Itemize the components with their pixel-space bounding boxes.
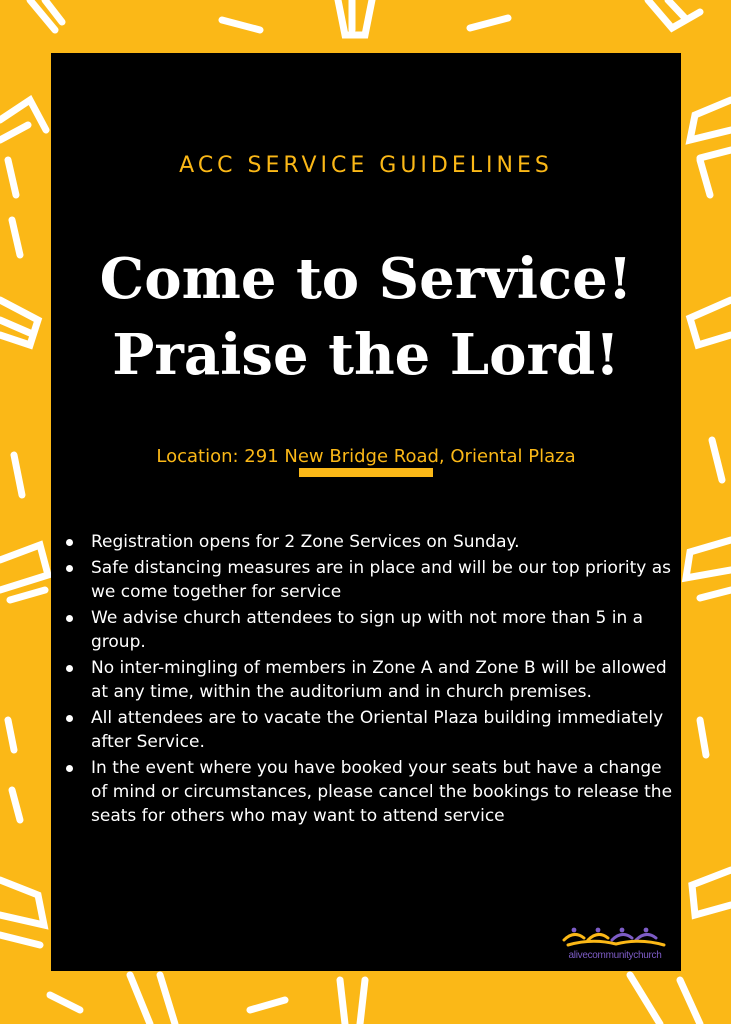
guideline-text: We advise church attendees to sign up with not more than 5 in a group. xyxy=(91,608,644,652)
chair-icon xyxy=(338,0,372,35)
guideline-text: Registration opens for 2 Zone Services on Sunday. xyxy=(91,532,520,552)
bullet-icon xyxy=(66,715,73,722)
guideline-item xyxy=(59,656,674,704)
bullet-icon xyxy=(66,565,73,572)
logo-waves-icon xyxy=(562,926,668,948)
chair-icon xyxy=(686,540,731,598)
chair-icon xyxy=(630,975,700,1024)
guidelines-panel xyxy=(51,53,681,971)
divider-bar xyxy=(299,468,433,477)
dash-deco xyxy=(470,18,508,28)
chair-icon xyxy=(0,100,46,140)
guideline-text: No inter-mingling of members in Zone A and Zone B will be allowed at any time, within the auditorium and in church premises. xyxy=(91,658,667,702)
chair-icon xyxy=(0,880,44,945)
dash-deco xyxy=(14,455,22,495)
dash-deco xyxy=(12,220,20,255)
dash-deco xyxy=(712,440,722,480)
chair-icon xyxy=(340,980,365,1024)
guideline-text: In the event where you have booked your seats but have a change of mind or circumstances, please cancel the bookings to release the seats for others who may want to attend service xyxy=(91,758,673,826)
dash-deco xyxy=(12,790,20,820)
chair-icon xyxy=(690,300,731,345)
chair-icon xyxy=(648,0,700,28)
logo-text: alivecommunitychurch xyxy=(568,950,662,961)
dash-deco xyxy=(50,995,80,1010)
guideline-text: Safe distancing measures are in place and will be our top priority as we come together for service xyxy=(91,558,672,602)
guideline-item xyxy=(59,606,674,654)
location-text: Location: 291 New Bridge Road, Oriental Plaza xyxy=(156,446,576,467)
chair-icon xyxy=(692,870,731,915)
bullet-icon xyxy=(66,615,73,622)
guidelines-list xyxy=(59,530,674,830)
dash-deco xyxy=(8,720,14,750)
church-logo xyxy=(558,926,672,968)
headline-line-2: Praise the Lord! xyxy=(112,322,620,388)
poster-eyebrow: ACC SERVICE GUIDELINES xyxy=(179,153,553,178)
dash-deco xyxy=(250,1000,285,1010)
dash-deco xyxy=(700,720,706,755)
guideline-item xyxy=(59,530,674,554)
guideline-item xyxy=(59,756,674,828)
guideline-item xyxy=(59,556,674,604)
chair-icon xyxy=(30,0,62,30)
guideline-item xyxy=(59,706,674,754)
chair-icon xyxy=(0,545,48,600)
dash-deco xyxy=(222,20,260,30)
guideline-text: All attendees are to vacate the Oriental Plaza building immediately after Service. xyxy=(91,708,664,752)
chair-icon xyxy=(0,300,38,345)
bullet-icon xyxy=(66,765,73,772)
bullet-icon xyxy=(66,539,73,546)
chair-icon xyxy=(130,975,175,1024)
dash-deco xyxy=(700,160,710,195)
chair-icon xyxy=(690,100,731,158)
headline-line-1: Come to Service! xyxy=(99,246,633,312)
poster-headline xyxy=(71,241,661,393)
bullet-icon xyxy=(66,665,73,672)
dash-deco xyxy=(8,160,16,195)
